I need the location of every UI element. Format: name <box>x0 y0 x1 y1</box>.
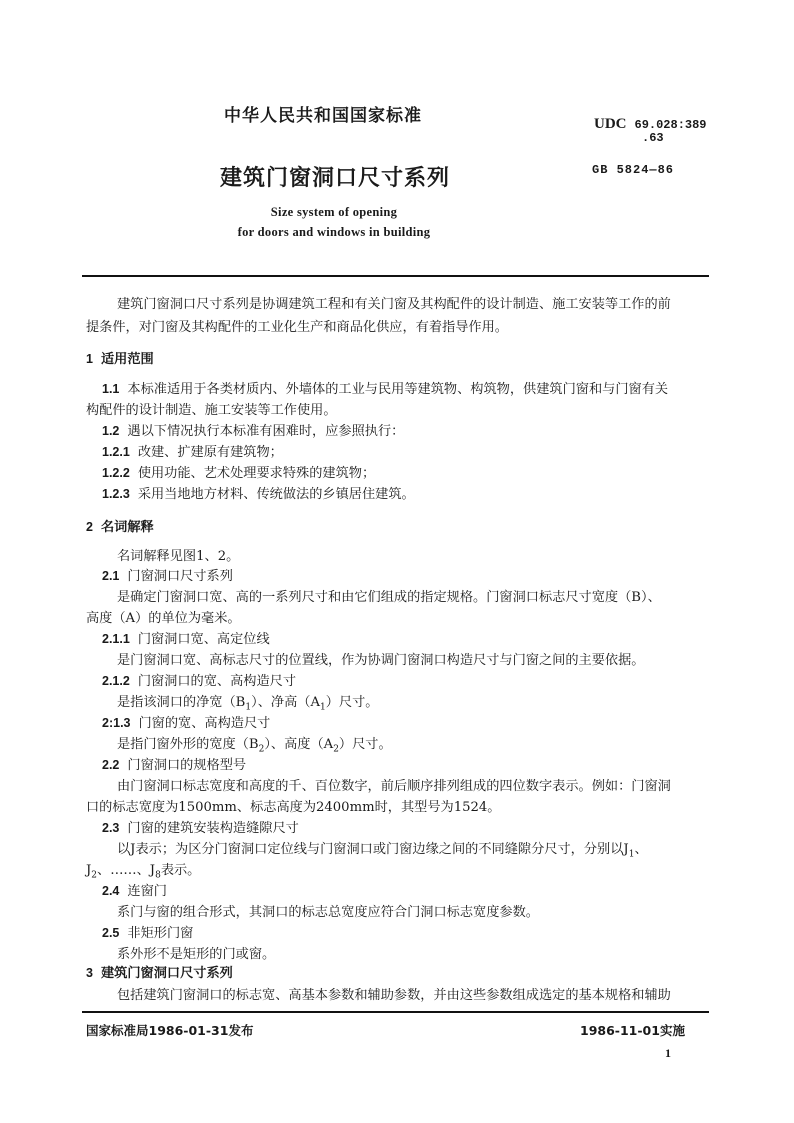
clause-2-1-2-title: 门窗洞口的宽、高构造尺寸 <box>137 674 297 689</box>
clause-2-1-3-heading <box>102 712 270 731</box>
clause-1-2-1-text: 改建、扩建原有建筑物； <box>137 445 283 460</box>
clause-1-2-3-number: 1.2.3 <box>102 487 130 501</box>
clause-1-1-line-2: 构配件的设计制造、施工安装等工作使用。 <box>86 403 337 418</box>
clause-1-1-number: 1.1 <box>102 382 120 396</box>
clause-2-3-title: 门窗的建筑安装构造缝隙尺寸 <box>127 821 299 836</box>
clause-2-2-line-2: 口的标志宽度为1500mm、标志高度为2400mm时，其型号为1524。 <box>86 800 501 815</box>
clause-2-1-1-text: 是门窗洞口宽、高标志尺寸的位置线，作为协调门窗洞口构造尺寸与门窗之间的主要依据。 <box>117 653 645 668</box>
section-1-number: 1 <box>86 352 93 366</box>
clause-2-1-2-number: 2.1.2 <box>102 674 130 688</box>
clause-2-1-1-number: 2.1.1 <box>102 632 130 646</box>
clause-2-3-heading <box>102 817 299 836</box>
udc-line-1: 69.028:389 <box>634 118 707 132</box>
clause-2-1-1-title: 门窗洞口宽、高定位线 <box>137 632 270 647</box>
section-3-heading <box>86 962 233 981</box>
section-2-number: 2 <box>86 520 93 534</box>
section-3-text: 包括建筑门窗洞口的标志宽、高基本参数和辅助参数，并由这些参数组成选定的基本规格和辅助 <box>117 988 671 1003</box>
standard-number: GB 5824—86 <box>592 163 675 177</box>
clause-2-5-heading <box>102 922 193 941</box>
section-1-heading <box>86 348 154 367</box>
clause-2-1-line-1: 是确定门窗洞口宽、高的一系列尺寸和由它们组成的指定规格。门窗洞口标志尺寸宽度（B）、 <box>117 590 661 605</box>
clause-2-1-2-heading <box>102 670 296 689</box>
clause-1-1-text: 本标准适用于各类材质内、外墙体的工业与民用等建筑物、构筑物，供建筑门窗和与门窗有关 <box>127 382 669 397</box>
english-title-line-1: Size system of opening <box>270 205 398 219</box>
header-divider <box>82 275 709 277</box>
clause-1-2 <box>102 420 404 439</box>
clause-1-2-2 <box>102 462 375 481</box>
clause-2-3-number: 2.3 <box>102 821 120 835</box>
clause-2-1-1-heading <box>102 628 270 647</box>
english-title-line-2: for doors and windows in building <box>237 225 431 239</box>
section-2-intro: 名词解释见图1、2。 <box>117 549 240 564</box>
clause-1-2-1 <box>102 441 283 460</box>
standard-category: 中华人民共和国国家标准 <box>224 106 422 126</box>
clause-2-4-text: 系门与窗的组合形式，其洞口的标志总宽度应符合门洞口标志宽度参数。 <box>117 905 539 920</box>
clause-2-2-line-1: 由门窗洞口标志宽度和高度的千、百位数字，前后顺序排列组成的四位数字表示。例如：门窗洞 <box>117 779 671 794</box>
section-3-title: 建筑门窗洞口尺寸系列 <box>100 966 233 981</box>
clause-1-1-line-1 <box>102 378 668 397</box>
clause-2-1-3-title: 门窗的宽、高构造尺寸 <box>138 716 271 731</box>
clause-2-5-title: 非矩形门窗 <box>127 926 194 941</box>
clause-1-2-number: 1.2 <box>102 424 120 438</box>
clause-2-3-line-1: 以J表示；为区分门窗洞口定位线与门窗洞口或门窗边缘之间的不同缝隙分尺寸，分别以$J_1$、 <box>117 842 648 860</box>
clause-2-1-2-text: 是指该洞口的净宽$(B_1)$、净高$(A_1)$尺寸。 <box>117 695 379 713</box>
clause-2-5-number: 2.5 <box>102 926 120 940</box>
page-number: 1 <box>665 1046 671 1060</box>
intro-line-1: 建筑门窗洞口尺寸系列是协调建筑工程和有关门窗及其构配件的设计制造、施工安装等工作的前 <box>117 297 671 312</box>
clause-1-2-3-text: 采用当地地方材料、传统做法的乡镇居住建筑。 <box>137 487 415 502</box>
clause-2-1-3-number: 2:1.3 <box>102 716 131 730</box>
issue-date: 国家标准局1986-01-31发布 <box>86 1023 254 1038</box>
clause-1-2-2-number: 1.2.2 <box>102 466 130 480</box>
clause-2-1-3-text: 是指门窗外形的宽度$(B_2)$、高度$(A_2)$尺寸。 <box>117 737 392 755</box>
document-title: 建筑门窗洞口尺寸系列 <box>220 166 451 191</box>
clause-1-2-3 <box>102 483 415 502</box>
section-3-number: 3 <box>86 966 93 980</box>
clause-2-5-text: 系外形不是矩形的门或窗。 <box>117 947 276 962</box>
clause-2-4-number: 2.4 <box>102 884 120 898</box>
clause-2-2-heading <box>102 754 246 773</box>
clause-2-1-heading <box>102 565 233 584</box>
section-2-title: 名词解释 <box>100 520 154 535</box>
clause-2-2-title: 门窗洞口的规格型号 <box>127 758 247 773</box>
footer-divider <box>82 1011 709 1013</box>
udc-code <box>594 118 707 145</box>
clause-2-1-line-2: 高度（A）的单位为毫米。 <box>86 611 241 626</box>
intro-line-2: 提条件，对门窗及其构配件的工业化生产和商品化供应，有着指导作用。 <box>86 320 508 335</box>
clause-2-2-number: 2.2 <box>102 758 120 772</box>
section-2-heading <box>86 516 154 535</box>
udc-label: UDC <box>594 116 627 132</box>
clause-1-2-2-text: 使用功能、艺术处理要求特殊的建筑物； <box>137 466 376 481</box>
clause-2-4-heading <box>102 880 167 899</box>
udc-line-2: .63 <box>642 131 664 145</box>
clause-2-4-title: 连窗门 <box>127 884 167 899</box>
effective-date: 1986-11-01实施 <box>580 1023 685 1038</box>
clause-2-1-number: 2.1 <box>102 569 120 583</box>
english-title <box>224 202 444 242</box>
clause-2-3-line-2: $J_2$、……、$J_8$表示。 <box>86 863 201 881</box>
clause-1-2-1-number: 1.2.1 <box>102 445 130 459</box>
section-1-title: 适用范围 <box>100 352 154 367</box>
clause-2-1-title: 门窗洞口尺寸系列 <box>127 569 233 584</box>
clause-1-2-text: 遇以下情况执行本标准有困难时，应参照执行： <box>127 424 405 439</box>
